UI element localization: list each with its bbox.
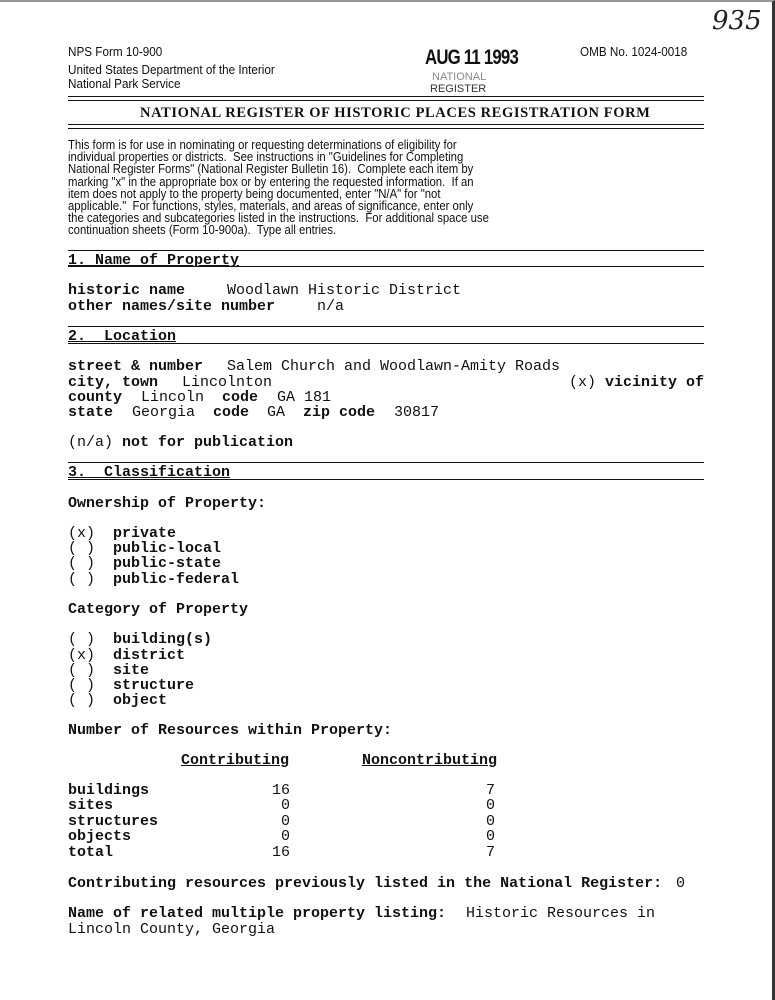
divider — [68, 124, 704, 129]
noncontributing-count: 7 — [485, 782, 495, 799]
resource-label: structures — [68, 813, 159, 830]
section2-heading: 2. Location — [68, 328, 177, 345]
state-value: Georgia — [132, 404, 196, 421]
form-number: NPS Form 10-900 — [68, 44, 163, 59]
historic-name-value: Woodlawn Historic District — [227, 282, 462, 299]
omb-number: OMB No. 1024-0018 — [580, 44, 688, 59]
related-listing-value: Historic Resources in — [466, 905, 656, 922]
category-label: object — [113, 692, 168, 709]
zip-label: zip code — [303, 404, 376, 421]
instruction-line: item does not apply to the property being documented, enter "N/A" for "not — [68, 187, 441, 201]
instruction-line: This form is for use in nominating or requesting determinations of eligibility for — [68, 138, 457, 152]
divider — [68, 266, 704, 267]
instruction-line: applicable." For functions, styles, materials, and areas of significance, enter only — [68, 199, 474, 213]
instruction-line: the categories and subcategories listed in the instructions. For additional space use — [68, 211, 489, 225]
agency: National Park Service — [68, 76, 181, 91]
category-checkbox[interactable]: (x) — [68, 647, 96, 664]
divider — [68, 462, 704, 463]
ownership-checkbox[interactable]: ( ) — [68, 571, 96, 588]
ownership-label: public-state — [113, 555, 222, 572]
city-value: Lincolnton — [182, 374, 273, 391]
ownership-label: public-federal — [113, 571, 240, 588]
state-code-label: code — [213, 404, 250, 421]
ownership-label: private — [113, 525, 177, 542]
contributing-count: 0 — [280, 813, 290, 830]
county-code-value: GA 181 — [277, 389, 332, 406]
previously-listed-value: 0 — [676, 875, 686, 892]
ownership-checkbox[interactable]: ( ) — [68, 540, 96, 557]
county-value: Lincoln — [141, 389, 205, 406]
publication-label: not for publication — [122, 434, 294, 451]
date-stamp: AUG 11 1993 — [425, 46, 519, 69]
category-checkbox[interactable]: ( ) — [68, 662, 96, 679]
county-code-label: code — [222, 389, 259, 406]
state-label: state — [68, 404, 114, 421]
category-checkbox[interactable]: ( ) — [68, 677, 96, 694]
col-contributing: Contributing — [181, 752, 290, 769]
section3-heading: 3. Classification — [68, 464, 231, 481]
street-value: Salem Church and Woodlawn-Amity Roads — [227, 358, 561, 375]
form-title: NATIONAL REGISTER OF HISTORIC PLACES REGISTRATION FORM — [140, 105, 651, 121]
state-code-value: GA — [267, 404, 286, 421]
resource-label: total — [68, 844, 114, 861]
publication-mark[interactable]: (n/a) — [68, 434, 114, 451]
noncontributing-count: 7 — [485, 844, 495, 861]
resources-heading: Number of Resources within Property: — [68, 722, 393, 739]
ownership-checkbox[interactable]: (x) — [68, 525, 96, 542]
contributing-count: 0 — [280, 828, 290, 845]
stamp-text-1: NATIONAL — [432, 71, 487, 83]
vicinity-checkbox[interactable]: (x) — [569, 374, 597, 391]
section1-heading: 1. Name of Property — [68, 252, 240, 269]
category-label: district — [113, 647, 186, 664]
ownership-label: public-local — [113, 540, 222, 557]
county-label: county — [68, 389, 123, 406]
other-names-value: n/a — [317, 298, 345, 315]
divider — [68, 96, 704, 101]
instruction-line: National Register Forms" (National Register Bulletin 16). Complete each item by — [68, 162, 474, 176]
zip-value: 30817 — [394, 404, 440, 421]
resource-label: buildings — [68, 782, 150, 799]
instruction-line: marking "x" in the appropriate box or by entering the requested information. If an — [68, 175, 474, 189]
department: United States Department of the Interior — [68, 62, 275, 77]
category-label: building(s) — [113, 631, 213, 648]
ownership-heading: Ownership of Property: — [68, 495, 267, 512]
resource-label: sites — [68, 797, 114, 814]
historic-name-label: historic name — [68, 282, 186, 299]
stamp-text-2: REGISTER — [430, 83, 487, 95]
divider — [68, 326, 704, 327]
category-label: site — [113, 662, 150, 679]
category-checkbox[interactable]: ( ) — [68, 631, 96, 648]
related-listing-value-cont: Lincoln County, Georgia — [68, 921, 276, 938]
street-label: street & number — [68, 358, 204, 375]
vicinity-label: vicinity of — [605, 374, 705, 391]
divider — [68, 343, 704, 344]
previously-listed-label: Contributing resources previously listed in the National Register: — [68, 875, 663, 892]
city-label: city, town — [68, 374, 159, 391]
instruction-line: continuation sheets (Form 10-900a). Type all entries. — [68, 223, 337, 237]
resource-label: objects — [68, 828, 132, 845]
category-label: structure — [113, 677, 195, 694]
noncontributing-count: 0 — [485, 813, 495, 830]
ownership-checkbox[interactable]: ( ) — [68, 555, 96, 572]
instruction-line: individual properties or districts. See instructions in "Guidelines for Completing — [68, 150, 464, 164]
category-heading: Category of Property — [68, 601, 249, 618]
contributing-count: 16 — [271, 782, 290, 799]
contributing-count: 0 — [280, 797, 290, 814]
related-listing-label: Name of related multiple property listing: — [68, 905, 447, 922]
noncontributing-count: 0 — [485, 828, 495, 845]
col-noncontributing: Noncontributing — [362, 752, 498, 769]
divider — [68, 479, 704, 480]
divider — [68, 250, 704, 251]
other-names-label: other names/site number — [68, 298, 276, 315]
category-checkbox[interactable]: ( ) — [68, 692, 96, 709]
contributing-count: 16 — [271, 844, 290, 861]
handwritten-number: 935 — [712, 6, 762, 36]
noncontributing-count: 0 — [485, 797, 495, 814]
